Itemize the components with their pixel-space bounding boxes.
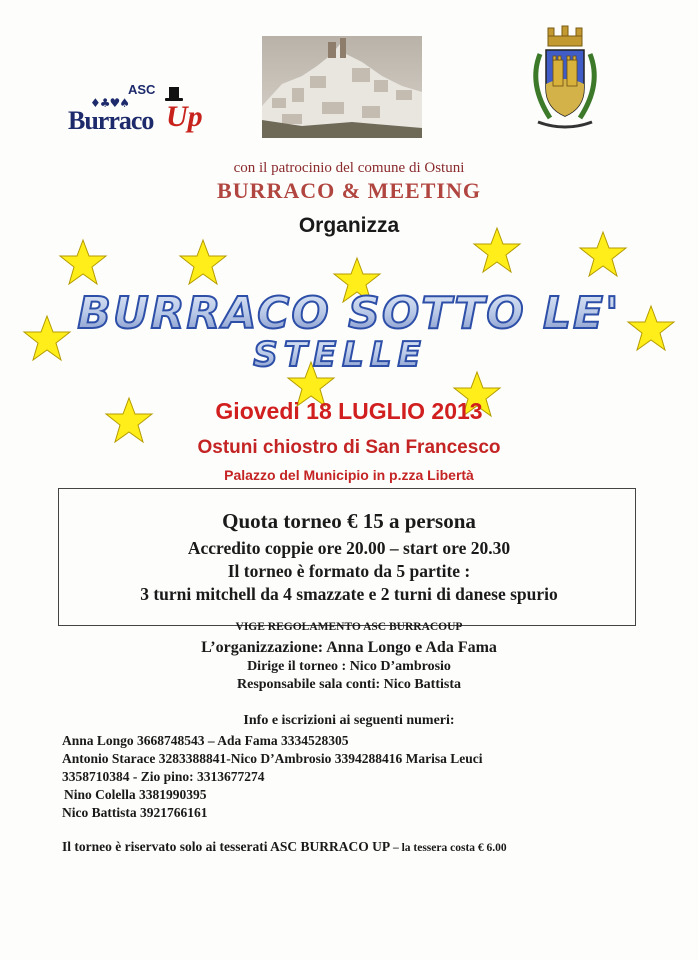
contact-line: 3358710384 - Zio pino: 3313677274 (62, 769, 265, 784)
format-line: Il torneo è formato da 5 partite : (227, 561, 471, 581)
title-line-1: BURRACO SOTTO LE' (77, 288, 621, 339)
contact-line: Nico Battista 3921766161 (62, 805, 208, 820)
organizes-label: Organizza (298, 214, 400, 237)
contacts-heading: Info e iscrizioni ai seguenti numeri: (243, 713, 455, 728)
eligibility-main: Il torneo è riservato solo ai tesserati ASC BURRACO UP (62, 839, 391, 854)
contact-line: Anna Longo 3668748543 – Ada Fama 3334528305 (62, 733, 349, 748)
ostuni-town-photo (262, 36, 422, 138)
logo-asc-text: ASC (128, 82, 156, 97)
burraco-up-logo (66, 82, 201, 142)
rounds-line: 3 turni mitchell da 4 smazzate e 2 turni di danese spurio (140, 584, 558, 604)
patronage-line: con il patrocinio del comune di Ostuni (233, 160, 465, 176)
contact-line: Nino Colella 3381990395 (64, 787, 207, 802)
entry-fee: Quota torneo € 15 a persona (222, 509, 476, 533)
eligibility-note (62, 838, 507, 856)
card-suits-icon: ♦♣♥♠ (90, 96, 130, 110)
title-line-2: STELLE (253, 335, 427, 375)
event-title (0, 268, 698, 378)
logo-brand-main: Burraco (68, 106, 154, 135)
event-date: Giovedi 18 LUGLIO 2013 (215, 398, 483, 424)
director-line: Dirige il torneo : Nico D’ambrosio (247, 659, 451, 674)
rules-line: VIGE REGOLAMENTO ASC BURRACOUP (235, 621, 463, 633)
event-location: Ostuni chiostro di San Francesco (197, 437, 501, 458)
membership-cost: – la tessera costa € 6.00 (390, 842, 507, 854)
accounts-line: Responsabile sala conti: Nico Battista (237, 677, 461, 692)
organizer-name: BURRACO & MEETING (217, 178, 481, 203)
ostuni-coat-of-arms (520, 24, 610, 136)
schedule-line: Accredito coppie ore 20.00 – start ore 20.30 (187, 538, 511, 558)
logo-brand-accent: Up (166, 100, 203, 133)
event-venue: Palazzo del Municipio in p.zza Libertà (224, 467, 474, 483)
organization-line: L’organizzazione: Anna Longo e Ada Fama (201, 639, 497, 656)
contact-line: Antonio Starace 3283388841-Nico D’Ambrosio 3394288416 Marisa Leuci (62, 751, 483, 766)
